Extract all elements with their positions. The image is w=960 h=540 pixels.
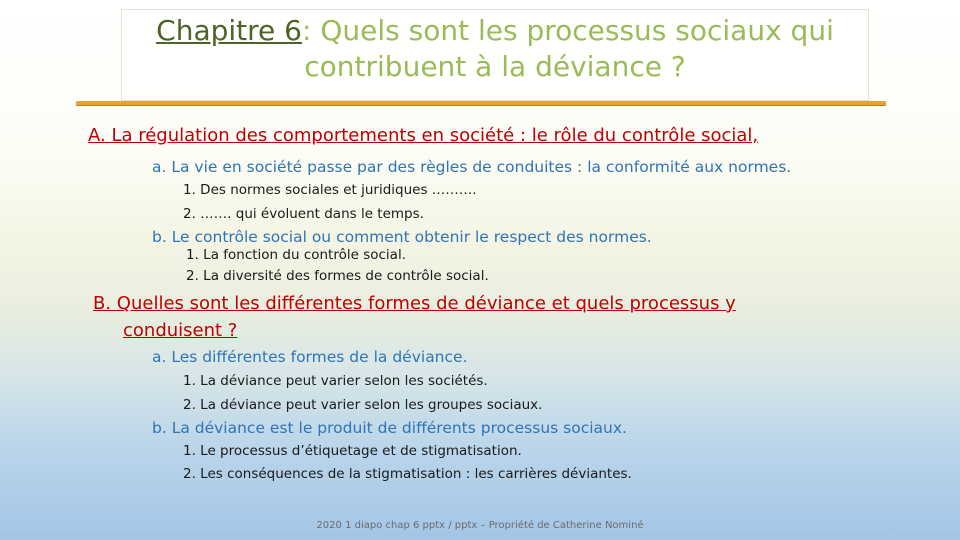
section-b-heading-line-2: conduisent ? [123,320,238,341]
section-b-sub-a-heading: a. Les différentes formes de la déviance. [152,348,468,366]
section-a-sub-a-item-1: 1. Des normes sociales et juridiques ………. [183,182,477,198]
section-a-sub-b-item-2: 2. La diversité des formes de contrôle social. [186,268,489,284]
section-b-sub-b-item-2: 2. Les conséquences de la stigmatisation : les carrières déviantes. [183,466,632,482]
section-b-sub-b-item-1: 1. Le processus d’étiquetage et de stigmatisation. [183,443,522,459]
section-a-sub-a-item-2: 2. ……. qui évoluent dans le temps. [183,206,424,222]
section-a-sub-b-heading: b. Le contrôle social ou comment obtenir le respect des normes. [152,228,652,246]
section-b-sub-a-item-1: 1. La déviance peut varier selon les sociétés. [183,373,488,389]
section-a-sub-b-item-1: 1. La fonction du contrôle social. [186,247,406,263]
section-a-heading: A. La régulation des comportements en société : le rôle du contrôle social, [88,125,759,146]
title-line-1: Quels sont les processus sociaux qui [320,14,834,47]
footer-credit: 2020 1 diapo chap 6 pptx / pptx – Propriété de Catherine Nominé [316,520,644,531]
chapter-label: Chapitre 6 [156,14,302,47]
section-b-sub-b-heading: b. La déviance est le produit de différents processus sociaux. [152,419,627,437]
title-line-2: contribuent à la déviance ? [304,50,686,83]
section-b-sub-a-item-2: 2. La déviance peut varier selon les groupes sociaux. [183,397,543,413]
slide-title [121,13,869,85]
section-a-sub-a-heading: a. La vie en société passe par des règles de conduites : la conformité aux normes. [152,158,792,176]
section-b-heading-line-1: B. Quelles sont les différentes formes de déviance et quels processus y [93,293,736,314]
title-divider [76,101,886,106]
chapter-separator: : [301,14,312,47]
